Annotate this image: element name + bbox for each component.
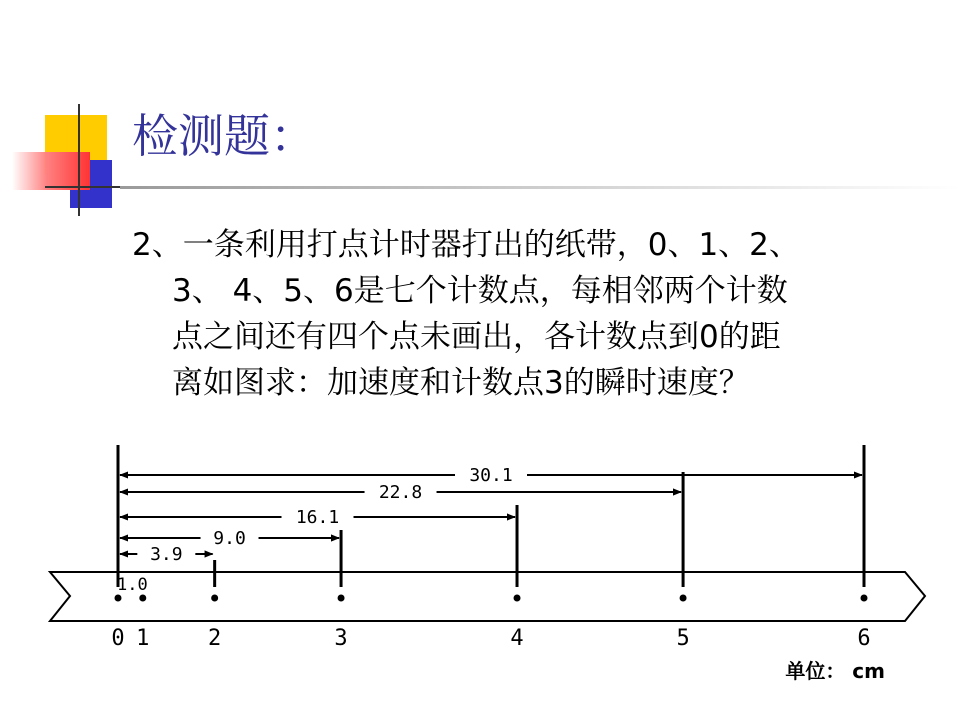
count-point-6 bbox=[861, 595, 868, 602]
problem-line: 2、一条利用打点计时器打出的纸带，0、1、2、 bbox=[132, 227, 800, 263]
distance-label-5: 22.8 bbox=[378, 482, 423, 503]
distance-label-1: 1.0 bbox=[117, 575, 148, 595]
count-point-3 bbox=[338, 595, 345, 602]
distance-label-2: 3.9 bbox=[150, 544, 183, 565]
problem-line: 点之间还有四个点未画出，各计数点到0的距 bbox=[172, 319, 781, 355]
count-point-1 bbox=[139, 595, 146, 602]
distance-label-6: 30.1 bbox=[469, 465, 513, 486]
count-point-4 bbox=[514, 595, 521, 602]
paper-tape bbox=[50, 572, 925, 621]
count-point-2 bbox=[211, 595, 218, 602]
distance-label-3: 9.0 bbox=[213, 528, 246, 549]
point-label-5: 5 bbox=[676, 626, 690, 651]
point-label-6: 6 bbox=[857, 626, 871, 651]
slide-title: 检测题： bbox=[132, 109, 316, 163]
point-label-0: 0 bbox=[111, 626, 125, 651]
count-point-5 bbox=[680, 595, 687, 602]
point-label-1: 1 bbox=[136, 626, 150, 651]
count-point-0 bbox=[115, 595, 122, 602]
unit-label: 单位： cm bbox=[785, 659, 885, 683]
distance-label-4: 16.1 bbox=[295, 507, 340, 528]
point-label-3: 3 bbox=[334, 626, 348, 651]
problem-line: 离如图求：加速度和计数点3的瞬时速度？ bbox=[172, 365, 750, 401]
problem-line: 3、 4、5、6是七个计数点，每相邻两个计数 bbox=[172, 273, 788, 309]
point-label-2: 2 bbox=[208, 626, 222, 651]
point-label-4: 4 bbox=[510, 626, 524, 651]
